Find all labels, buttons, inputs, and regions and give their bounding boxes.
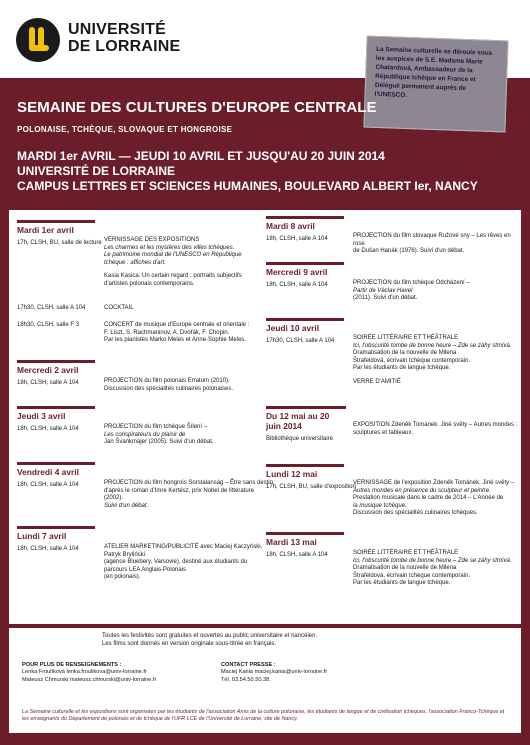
left-day-4: Vendredi 4 avril 18h, CLSH, salle A 104 [17,462,95,488]
right-day-6-desc: SOIRÉE LITTÉRAIRE ET THÉÂTRALE Ici, l'obscurité tombe de bonne heure – Zde se záhy stmívá. Dramatisation de la nouvelle de Milena Štrafeldová, écrivain tchèque contemporain. Par les étudiants de langue tchèque. [353,550,512,587]
left-day-1-loc-2: 17h30, CLSH, salle A 104 [17,305,86,311]
right-day-2-desc: PROJECTION du film tchèque Odcházení – Partir de Václav Havel (2011). Suivi d'un débat. [353,280,470,302]
right-day-1-desc: PROJECTION du film slovaque Ružové sny – Les rêves en rose de Dušan Hanák (1976). Suivi d'un débat. [353,233,511,255]
patronage-box: La Semaine culturelle se déroule sous les auspices de S.E. Madame Marie Chatardová, Ambassadeur de la République tchèque en France et Délégué permanent auprès de l'UNESCO. [363,36,508,133]
university-logo-icon [16,18,60,62]
right-day-6: Mardi 13 mai 18h, CLSH, salle A 104 [266,532,344,558]
page-title: SEMAINE DES CULTURES D'EUROPE CENTRALE [17,99,377,116]
left-day-2: Mercredi 2 avril 18h, CLSH, salle A 104 [17,360,95,386]
page-subtitle: POLONAISE, TCHÈQUE, SLOVAQUE ET HONGROISE [17,125,233,134]
right-day-2: Mercredi 9 avril 18h, CLSH, salle A 104 [266,262,344,288]
right-day-3: Jeudi 10 avril 17h30, CLSH, salle A 104 [266,318,344,344]
university-name: UNIVERSITÉ DE LORRAINE [68,21,181,55]
left-day-2-desc: PROJECTION du film polonais Erratum (2010). Discussion des spécialités culinaires polonaises. [104,378,234,392]
left-day-1-desc-2: COCKTAIL [104,305,134,311]
left-day-1: Mardi 1er avril 17h, CLSH, BU, salle de lecture [17,220,102,246]
left-day-1-desc-1: VERNISSAGE DES EXPOSITIONS Les charmes et les mystères des villes tchèques. Le patrimoine mondial de l'UNESCO en République tchèque : affiches d'art. Kasia Kasica. Un certain regard : portraits subjectifs d'artistes polonais contemporains. [104,237,242,287]
left-day-5: Lundi 7 avril 18h, CLSH, salle A 104 [17,526,95,552]
right-day-5-desc: VERNISSAGE de l'exposition Zdeněk Tománek. Jiné světy – Autres mondes en présence du sculpteur et peintre. Prestation musicale dans le cadre de 2014 – L'Année de la musique tchèque. Discussion des spécialités culinaires tchèques. [353,480,515,517]
right-day-4-desc: EXPOSITION Zdeněk Tománek. Jiné světy – Autres mondes : sculptures et tableaux. [353,422,518,436]
press-contact: CONTACT PRESSE : Maciej Kania maciej.kania@univ-lorraine.fr Tél. 03.54.50.50.38. [221,662,328,683]
free-entry-note: Toutes les festivités sont gratuites et ouvertes au public universitaire et nancéien. Les films sont donnés en version originale sous-titrée en français. [102,633,318,647]
program-panel [9,210,521,624]
left-day-5-desc: ATELIER MARKETING/PUBLICITÉ avec Maciej Kaczyński, Patryk Bryliński (agence Bluebery, Varsovie), destiné aux étudiants du parcours LEA Anglais-Polonais (en polonais). [104,544,263,581]
organizers-note: La Semaine culturelle et les expositions sont organisées par les étudiants de l'association Amis de la culture polonaise, les étudiants de langue et de civilisation tchèques, l'association Franco-Tchèque et les enseignants du Département de polonais et de tchèque de l'UFR LCE de l'Université de Lorraine, site de Nancy. [22,709,505,722]
left-day-1-desc-3: CONCERT de musique d'Europe centrale et orientale : F. Liszt, S. Rachmaninov, A. Dvořák, F. Chopin. Par les pianistes Marko Meles et Anne-Sophie Meles. [104,322,250,344]
right-day-3-desc: SOIRÉE LITTÉRAIRE ET THÉÂTRALE Ici, l'obscurité tombe de bonne heure – Zde se záhy stmívá. Dramatisation de la nouvelle de Milena Štrafeldová, écrivain tchèque contemporain. Par les étudiants de langue tchèque. VERRE D'AMITIÉ [353,335,512,385]
right-day-4: Du 12 mai au 20 juin 2014 Bibliothèque universitaire [266,406,346,442]
right-day-1: Mardi 8 avril 18h, CLSH, salle A 104 [266,216,344,242]
right-day-5: Lundi 12 mai 17h, CLSH, BU, salle d'exposition [266,464,356,490]
left-day-3: Jeudi 3 avril 18h, CLSH, salle A 104 [17,406,95,432]
info-panel [9,628,521,733]
event-dates: MARDI 1er AVRIL — JEUDI 10 AVRIL ET JUSQU'AU 20 JUIN 2014 UNIVERSITÉ DE LORRAINE CAMPUS LETTRES ET SCIENCES HUMAINES, BOULEVARD ALBERT Ier, NANCY [17,149,478,193]
left-day-4-desc: PROJECTION du film hongrois Sorstalanság – Être sans destin d'après le roman d'Imre Kertész, prix Nobel de littérature (2002). Suivi d'un débat. [104,480,274,509]
left-day-1-loc-3: 18h30, CLSH, salle F 3 [17,322,80,328]
contact-info: POUR PLUS DE RENSEIGNEMENTS : Lenka Froulíková lenka.froulikova@univ-lorraine.fr Mateusz Chmurski mateusz.chmurski@univ-lorraine.fr [22,662,157,683]
left-day-3-desc: PROJECTION du film tchèque Šílení – Les conspirateurs du plaisir de Jan Švankmajer (2005). Suivi d'un débat. [104,424,214,446]
